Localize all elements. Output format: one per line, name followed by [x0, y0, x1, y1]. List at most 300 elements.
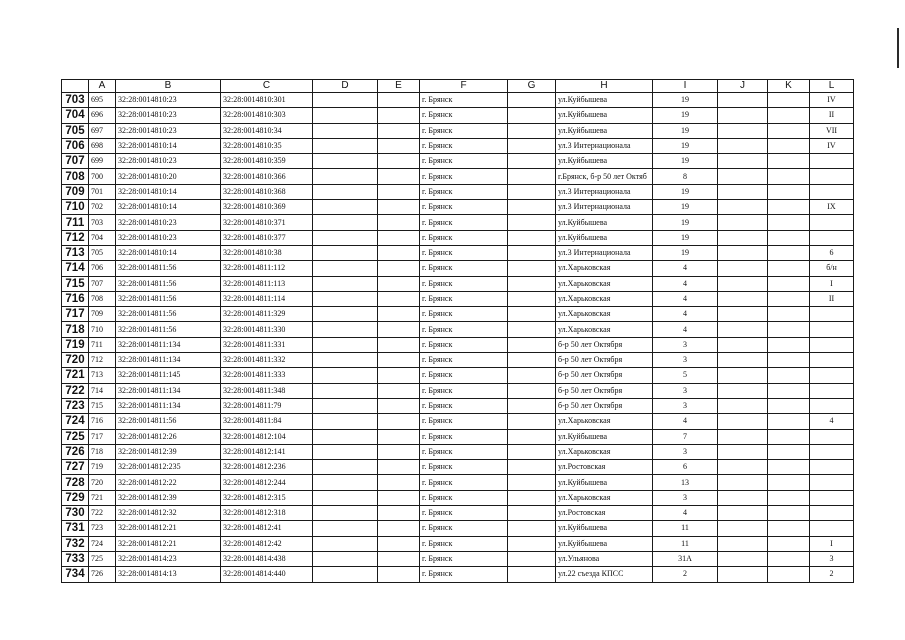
cell-i[interactable]: 19 — [653, 108, 718, 123]
cell-i[interactable]: 19 — [653, 138, 718, 153]
cell-d[interactable] — [313, 368, 378, 383]
cell-d[interactable] — [313, 444, 378, 459]
cell-j[interactable] — [718, 108, 768, 123]
cell-j[interactable] — [718, 123, 768, 138]
cell-c[interactable]: 32:28:0014814:438 — [221, 551, 313, 566]
cell-d[interactable] — [313, 322, 378, 337]
cell-j[interactable] — [718, 353, 768, 368]
cell-l[interactable]: 2 — [810, 567, 854, 582]
cell-g[interactable] — [508, 444, 556, 459]
cell-i[interactable]: 5 — [653, 368, 718, 383]
cell-h[interactable]: ул.Куйбышева — [556, 108, 653, 123]
cell-h[interactable]: ул.Ростовская — [556, 460, 653, 475]
cell-b[interactable]: 32:28:0014811:56 — [116, 307, 221, 322]
cell-d[interactable] — [313, 123, 378, 138]
cell-d[interactable] — [313, 460, 378, 475]
cell-a[interactable]: 707 — [89, 276, 116, 291]
cell-e[interactable] — [378, 93, 420, 108]
cell-c[interactable]: 32:28:0014810:371 — [221, 215, 313, 230]
row-number[interactable]: 733 — [62, 551, 89, 566]
cell-c[interactable]: 32:28:0014811:112 — [221, 261, 313, 276]
cell-l[interactable] — [810, 460, 854, 475]
cell-f[interactable]: г. Брянск — [420, 108, 508, 123]
cell-h[interactable]: ул.Куйбышева — [556, 230, 653, 245]
cell-g[interactable] — [508, 490, 556, 505]
cell-h[interactable]: ул.Харьковская — [556, 444, 653, 459]
cell-d[interactable] — [313, 276, 378, 291]
cell-g[interactable] — [508, 475, 556, 490]
cell-i[interactable]: 2 — [653, 567, 718, 582]
cell-g[interactable] — [508, 460, 556, 475]
cell-e[interactable] — [378, 536, 420, 551]
cell-i[interactable]: 3 — [653, 444, 718, 459]
cell-e[interactable] — [378, 215, 420, 230]
cell-d[interactable] — [313, 567, 378, 582]
cell-a[interactable]: 722 — [89, 506, 116, 521]
cell-k[interactable] — [768, 123, 810, 138]
cell-c[interactable]: 32:28:0014811:114 — [221, 291, 313, 306]
column-header-b[interactable]: B — [116, 80, 221, 93]
cell-h[interactable]: б-р 50 лет Октября — [556, 368, 653, 383]
cell-g[interactable] — [508, 169, 556, 184]
cell-f[interactable]: г. Брянск — [420, 215, 508, 230]
cell-h[interactable]: ул.Куйбышева — [556, 521, 653, 536]
cell-e[interactable] — [378, 108, 420, 123]
cell-b[interactable]: 32:28:0014811:56 — [116, 276, 221, 291]
cell-g[interactable] — [508, 567, 556, 582]
column-header-i[interactable]: I — [653, 80, 718, 93]
cell-i[interactable]: 19 — [653, 245, 718, 260]
cell-k[interactable] — [768, 444, 810, 459]
row-number[interactable]: 710 — [62, 200, 89, 215]
cell-l[interactable] — [810, 169, 854, 184]
cell-k[interactable] — [768, 414, 810, 429]
row-number[interactable]: 704 — [62, 108, 89, 123]
cell-i[interactable]: 31А — [653, 551, 718, 566]
cell-c[interactable]: 32:28:0014810:35 — [221, 138, 313, 153]
cell-d[interactable] — [313, 414, 378, 429]
cell-e[interactable] — [378, 551, 420, 566]
cell-f[interactable]: г. Брянск — [420, 184, 508, 199]
cell-a[interactable]: 711 — [89, 337, 116, 352]
cell-k[interactable] — [768, 368, 810, 383]
cell-b[interactable]: 32:28:0014811:134 — [116, 398, 221, 413]
cell-i[interactable]: 11 — [653, 536, 718, 551]
cell-b[interactable]: 32:28:0014810:14 — [116, 245, 221, 260]
column-header-e[interactable]: E — [378, 80, 420, 93]
cell-c[interactable]: 32:28:0014812:41 — [221, 521, 313, 536]
cell-f[interactable]: г. Брянск — [420, 368, 508, 383]
cell-d[interactable] — [313, 398, 378, 413]
cell-c[interactable]: 32:28:0014812:141 — [221, 444, 313, 459]
cell-e[interactable] — [378, 138, 420, 153]
cell-a[interactable]: 704 — [89, 230, 116, 245]
cell-j[interactable] — [718, 567, 768, 582]
cell-b[interactable]: 32:28:0014811:145 — [116, 368, 221, 383]
cell-d[interactable] — [313, 245, 378, 260]
row-number[interactable]: 723 — [62, 398, 89, 413]
cell-a[interactable]: 723 — [89, 521, 116, 536]
cell-e[interactable] — [378, 337, 420, 352]
cell-c[interactable]: 32:28:0014810:366 — [221, 169, 313, 184]
row-number[interactable]: 706 — [62, 138, 89, 153]
cell-e[interactable] — [378, 154, 420, 169]
row-number[interactable]: 724 — [62, 414, 89, 429]
cell-h[interactable]: ул.Куйбышева — [556, 429, 653, 444]
cell-b[interactable]: 32:28:0014810:14 — [116, 138, 221, 153]
cell-l[interactable]: VII — [810, 123, 854, 138]
cell-i[interactable]: 13 — [653, 475, 718, 490]
cell-c[interactable]: 32:28:0014810:377 — [221, 230, 313, 245]
cell-k[interactable] — [768, 138, 810, 153]
cell-b[interactable]: 32:28:0014812:21 — [116, 536, 221, 551]
cell-j[interactable] — [718, 398, 768, 413]
cell-f[interactable]: г. Брянск — [420, 291, 508, 306]
cell-i[interactable]: 7 — [653, 429, 718, 444]
cell-b[interactable]: 32:28:0014811:134 — [116, 337, 221, 352]
cell-h[interactable]: ул.22 съезда КПСС — [556, 567, 653, 582]
cell-i[interactable]: 11 — [653, 521, 718, 536]
cell-c[interactable]: 32:28:0014812:42 — [221, 536, 313, 551]
cell-e[interactable] — [378, 123, 420, 138]
cell-c[interactable]: 32:28:0014812:244 — [221, 475, 313, 490]
cell-g[interactable] — [508, 261, 556, 276]
cell-l[interactable] — [810, 444, 854, 459]
cell-f[interactable]: г. Брянск — [420, 567, 508, 582]
cell-g[interactable] — [508, 398, 556, 413]
cell-i[interactable]: 4 — [653, 506, 718, 521]
cell-l[interactable] — [810, 215, 854, 230]
cell-b[interactable]: 32:28:0014810:14 — [116, 200, 221, 215]
cell-j[interactable] — [718, 230, 768, 245]
cell-h[interactable]: ул.3 Интернационала — [556, 245, 653, 260]
cell-a[interactable]: 703 — [89, 215, 116, 230]
row-number[interactable]: 721 — [62, 368, 89, 383]
cell-d[interactable] — [313, 353, 378, 368]
cell-e[interactable] — [378, 506, 420, 521]
cell-b[interactable]: 32:28:0014811:56 — [116, 414, 221, 429]
row-number[interactable]: 708 — [62, 169, 89, 184]
cell-a[interactable]: 718 — [89, 444, 116, 459]
cell-b[interactable]: 32:28:0014812:39 — [116, 490, 221, 505]
cell-f[interactable]: г. Брянск — [420, 138, 508, 153]
cell-c[interactable]: 32:28:0014811:84 — [221, 414, 313, 429]
cell-h[interactable]: ул.3 Интернационала — [556, 184, 653, 199]
cell-i[interactable]: 8 — [653, 169, 718, 184]
cell-e[interactable] — [378, 307, 420, 322]
cell-i[interactable]: 3 — [653, 337, 718, 352]
cell-j[interactable] — [718, 383, 768, 398]
cell-i[interactable]: 3 — [653, 353, 718, 368]
cell-l[interactable]: IV — [810, 93, 854, 108]
cell-b[interactable]: 32:28:0014812:26 — [116, 429, 221, 444]
cell-f[interactable]: г. Брянск — [420, 475, 508, 490]
row-number[interactable]: 728 — [62, 475, 89, 490]
cell-h[interactable]: ул.Харьковская — [556, 261, 653, 276]
cell-j[interactable] — [718, 444, 768, 459]
cell-h[interactable]: б-р 50 лет Октября — [556, 398, 653, 413]
cell-c[interactable]: 32:28:0014810:368 — [221, 184, 313, 199]
cell-b[interactable]: 32:28:0014811:56 — [116, 322, 221, 337]
cell-d[interactable] — [313, 521, 378, 536]
cell-k[interactable] — [768, 536, 810, 551]
cell-d[interactable] — [313, 490, 378, 505]
cell-c[interactable]: 32:28:0014810:359 — [221, 154, 313, 169]
cell-e[interactable] — [378, 414, 420, 429]
cell-f[interactable]: г. Брянск — [420, 551, 508, 566]
cell-k[interactable] — [768, 108, 810, 123]
cell-j[interactable] — [718, 200, 768, 215]
cell-f[interactable]: г. Брянск — [420, 460, 508, 475]
cell-a[interactable]: 706 — [89, 261, 116, 276]
cell-e[interactable] — [378, 429, 420, 444]
cell-h[interactable]: б-р 50 лет Октября — [556, 353, 653, 368]
cell-f[interactable]: г. Брянск — [420, 261, 508, 276]
cell-f[interactable]: г. Брянск — [420, 429, 508, 444]
row-number[interactable]: 734 — [62, 567, 89, 582]
cell-b[interactable]: 32:28:0014811:134 — [116, 383, 221, 398]
cell-j[interactable] — [718, 368, 768, 383]
cell-f[interactable]: г. Брянск — [420, 353, 508, 368]
cell-k[interactable] — [768, 93, 810, 108]
cell-d[interactable] — [313, 337, 378, 352]
cell-h[interactable]: г.Брянск, б-р 50 лет Октяб — [556, 169, 653, 184]
cell-l[interactable]: IV — [810, 138, 854, 153]
row-number[interactable]: 725 — [62, 429, 89, 444]
cell-e[interactable] — [378, 398, 420, 413]
cell-a[interactable]: 724 — [89, 536, 116, 551]
cell-d[interactable] — [313, 383, 378, 398]
cell-k[interactable] — [768, 521, 810, 536]
cell-j[interactable] — [718, 184, 768, 199]
row-number[interactable]: 719 — [62, 337, 89, 352]
column-header-c[interactable]: C — [221, 80, 313, 93]
cell-k[interactable] — [768, 398, 810, 413]
cell-k[interactable] — [768, 261, 810, 276]
cell-i[interactable]: 4 — [653, 414, 718, 429]
row-number[interactable]: 713 — [62, 245, 89, 260]
cell-e[interactable] — [378, 383, 420, 398]
cell-e[interactable] — [378, 169, 420, 184]
cell-g[interactable] — [508, 184, 556, 199]
cell-l[interactable] — [810, 429, 854, 444]
cell-g[interactable] — [508, 506, 556, 521]
cell-j[interactable] — [718, 245, 768, 260]
row-number[interactable]: 705 — [62, 123, 89, 138]
row-number[interactable]: 720 — [62, 353, 89, 368]
cell-d[interactable] — [313, 291, 378, 306]
cell-d[interactable] — [313, 93, 378, 108]
cell-g[interactable] — [508, 414, 556, 429]
cell-d[interactable] — [313, 536, 378, 551]
cell-h[interactable]: ул.Ульянова — [556, 551, 653, 566]
column-header-a[interactable]: A — [89, 80, 116, 93]
cell-k[interactable] — [768, 154, 810, 169]
cell-h[interactable]: ул.Харьковская — [556, 307, 653, 322]
cell-f[interactable]: г. Брянск — [420, 93, 508, 108]
cell-c[interactable]: 32:28:0014811:329 — [221, 307, 313, 322]
cell-h[interactable]: ул.Куйбышева — [556, 123, 653, 138]
cell-h[interactable]: ул.3 Интернационала — [556, 138, 653, 153]
cell-c[interactable]: 32:28:0014811:330 — [221, 322, 313, 337]
cell-d[interactable] — [313, 551, 378, 566]
cell-h[interactable]: ул.Куйбышева — [556, 536, 653, 551]
cell-f[interactable]: г. Брянск — [420, 536, 508, 551]
cell-j[interactable] — [718, 414, 768, 429]
cell-i[interactable]: 19 — [653, 184, 718, 199]
cell-j[interactable] — [718, 551, 768, 566]
cell-j[interactable] — [718, 276, 768, 291]
cell-i[interactable]: 19 — [653, 215, 718, 230]
cell-g[interactable] — [508, 551, 556, 566]
cell-j[interactable] — [718, 215, 768, 230]
cell-f[interactable]: г. Брянск — [420, 322, 508, 337]
cell-f[interactable]: г. Брянск — [420, 230, 508, 245]
cell-a[interactable]: 726 — [89, 567, 116, 582]
cell-a[interactable]: 695 — [89, 93, 116, 108]
cell-f[interactable]: г. Брянск — [420, 521, 508, 536]
cell-i[interactable]: 3 — [653, 490, 718, 505]
cell-h[interactable]: ул.Харьковская — [556, 490, 653, 505]
cell-k[interactable] — [768, 215, 810, 230]
cell-g[interactable] — [508, 291, 556, 306]
cell-j[interactable] — [718, 475, 768, 490]
cell-h[interactable]: ул.Харьковская — [556, 291, 653, 306]
cell-a[interactable]: 721 — [89, 490, 116, 505]
cell-k[interactable] — [768, 337, 810, 352]
cell-g[interactable] — [508, 383, 556, 398]
cell-k[interactable] — [768, 307, 810, 322]
cell-e[interactable] — [378, 276, 420, 291]
cell-e[interactable] — [378, 353, 420, 368]
cell-b[interactable]: 32:28:0014811:134 — [116, 353, 221, 368]
cell-d[interactable] — [313, 307, 378, 322]
row-number[interactable]: 714 — [62, 261, 89, 276]
cell-g[interactable] — [508, 138, 556, 153]
cell-i[interactable]: 4 — [653, 307, 718, 322]
cell-e[interactable] — [378, 200, 420, 215]
cell-e[interactable] — [378, 490, 420, 505]
cell-b[interactable]: 32:28:0014812:22 — [116, 475, 221, 490]
cell-i[interactable]: 4 — [653, 291, 718, 306]
cell-e[interactable] — [378, 245, 420, 260]
cell-a[interactable]: 725 — [89, 551, 116, 566]
cell-f[interactable]: г. Брянск — [420, 444, 508, 459]
cell-g[interactable] — [508, 93, 556, 108]
cell-k[interactable] — [768, 490, 810, 505]
cell-l[interactable] — [810, 322, 854, 337]
cell-l[interactable] — [810, 353, 854, 368]
cell-e[interactable] — [378, 521, 420, 536]
row-number[interactable]: 712 — [62, 230, 89, 245]
cell-f[interactable]: г. Брянск — [420, 337, 508, 352]
cell-j[interactable] — [718, 490, 768, 505]
cell-i[interactable]: 19 — [653, 200, 718, 215]
cell-e[interactable] — [378, 322, 420, 337]
cell-l[interactable]: IX — [810, 200, 854, 215]
cell-j[interactable] — [718, 337, 768, 352]
cell-k[interactable] — [768, 567, 810, 582]
cell-g[interactable] — [508, 108, 556, 123]
row-number[interactable]: 726 — [62, 444, 89, 459]
cell-d[interactable] — [313, 184, 378, 199]
cell-g[interactable] — [508, 337, 556, 352]
cell-k[interactable] — [768, 276, 810, 291]
cell-e[interactable] — [378, 368, 420, 383]
cell-j[interactable] — [718, 154, 768, 169]
cell-l[interactable] — [810, 398, 854, 413]
cell-g[interactable] — [508, 429, 556, 444]
cell-a[interactable]: 713 — [89, 368, 116, 383]
cell-h[interactable]: ул.Куйбышева — [556, 154, 653, 169]
row-number[interactable]: 729 — [62, 490, 89, 505]
cell-f[interactable]: г. Брянск — [420, 398, 508, 413]
cell-e[interactable] — [378, 261, 420, 276]
cell-k[interactable] — [768, 169, 810, 184]
cell-b[interactable]: 32:28:0014810:23 — [116, 108, 221, 123]
cell-g[interactable] — [508, 276, 556, 291]
cell-c[interactable]: 32:28:0014810:303 — [221, 108, 313, 123]
cell-j[interactable] — [718, 322, 768, 337]
cell-a[interactable]: 716 — [89, 414, 116, 429]
cell-b[interactable]: 32:28:0014810:23 — [116, 154, 221, 169]
cell-b[interactable]: 32:28:0014811:56 — [116, 291, 221, 306]
cell-h[interactable]: ул.Харьковская — [556, 414, 653, 429]
cell-i[interactable]: 4 — [653, 276, 718, 291]
column-header-g[interactable]: G — [508, 80, 556, 93]
cell-l[interactable]: I — [810, 276, 854, 291]
cell-l[interactable] — [810, 383, 854, 398]
cell-k[interactable] — [768, 245, 810, 260]
cell-a[interactable]: 714 — [89, 383, 116, 398]
cell-g[interactable] — [508, 215, 556, 230]
cell-c[interactable]: 32:28:0014812:318 — [221, 506, 313, 521]
cell-a[interactable]: 705 — [89, 245, 116, 260]
cell-d[interactable] — [313, 506, 378, 521]
row-number[interactable]: 717 — [62, 307, 89, 322]
cell-i[interactable]: 19 — [653, 154, 718, 169]
cell-a[interactable]: 697 — [89, 123, 116, 138]
cell-c[interactable]: 32:28:0014812:315 — [221, 490, 313, 505]
cell-a[interactable]: 702 — [89, 200, 116, 215]
cell-c[interactable]: 32:28:0014810:369 — [221, 200, 313, 215]
cell-l[interactable]: 4 — [810, 414, 854, 429]
cell-b[interactable]: 32:28:0014810:20 — [116, 169, 221, 184]
cell-c[interactable]: 32:28:0014812:104 — [221, 429, 313, 444]
cell-c[interactable]: 32:28:0014810:38 — [221, 245, 313, 260]
cell-l[interactable]: II — [810, 108, 854, 123]
cell-g[interactable] — [508, 307, 556, 322]
cell-f[interactable]: г. Брянск — [420, 245, 508, 260]
cell-d[interactable] — [313, 429, 378, 444]
cell-k[interactable] — [768, 475, 810, 490]
cell-a[interactable]: 700 — [89, 169, 116, 184]
cell-i[interactable]: 4 — [653, 322, 718, 337]
cell-l[interactable]: I — [810, 536, 854, 551]
cell-a[interactable]: 715 — [89, 398, 116, 413]
cell-e[interactable] — [378, 567, 420, 582]
cell-f[interactable]: г. Брянск — [420, 414, 508, 429]
cell-g[interactable] — [508, 230, 556, 245]
cell-k[interactable] — [768, 460, 810, 475]
cell-d[interactable] — [313, 261, 378, 276]
cell-l[interactable] — [810, 506, 854, 521]
cell-j[interactable] — [718, 291, 768, 306]
cell-k[interactable] — [768, 200, 810, 215]
cell-h[interactable]: ул.Куйбышева — [556, 93, 653, 108]
cell-f[interactable]: г. Брянск — [420, 490, 508, 505]
cell-g[interactable] — [508, 353, 556, 368]
